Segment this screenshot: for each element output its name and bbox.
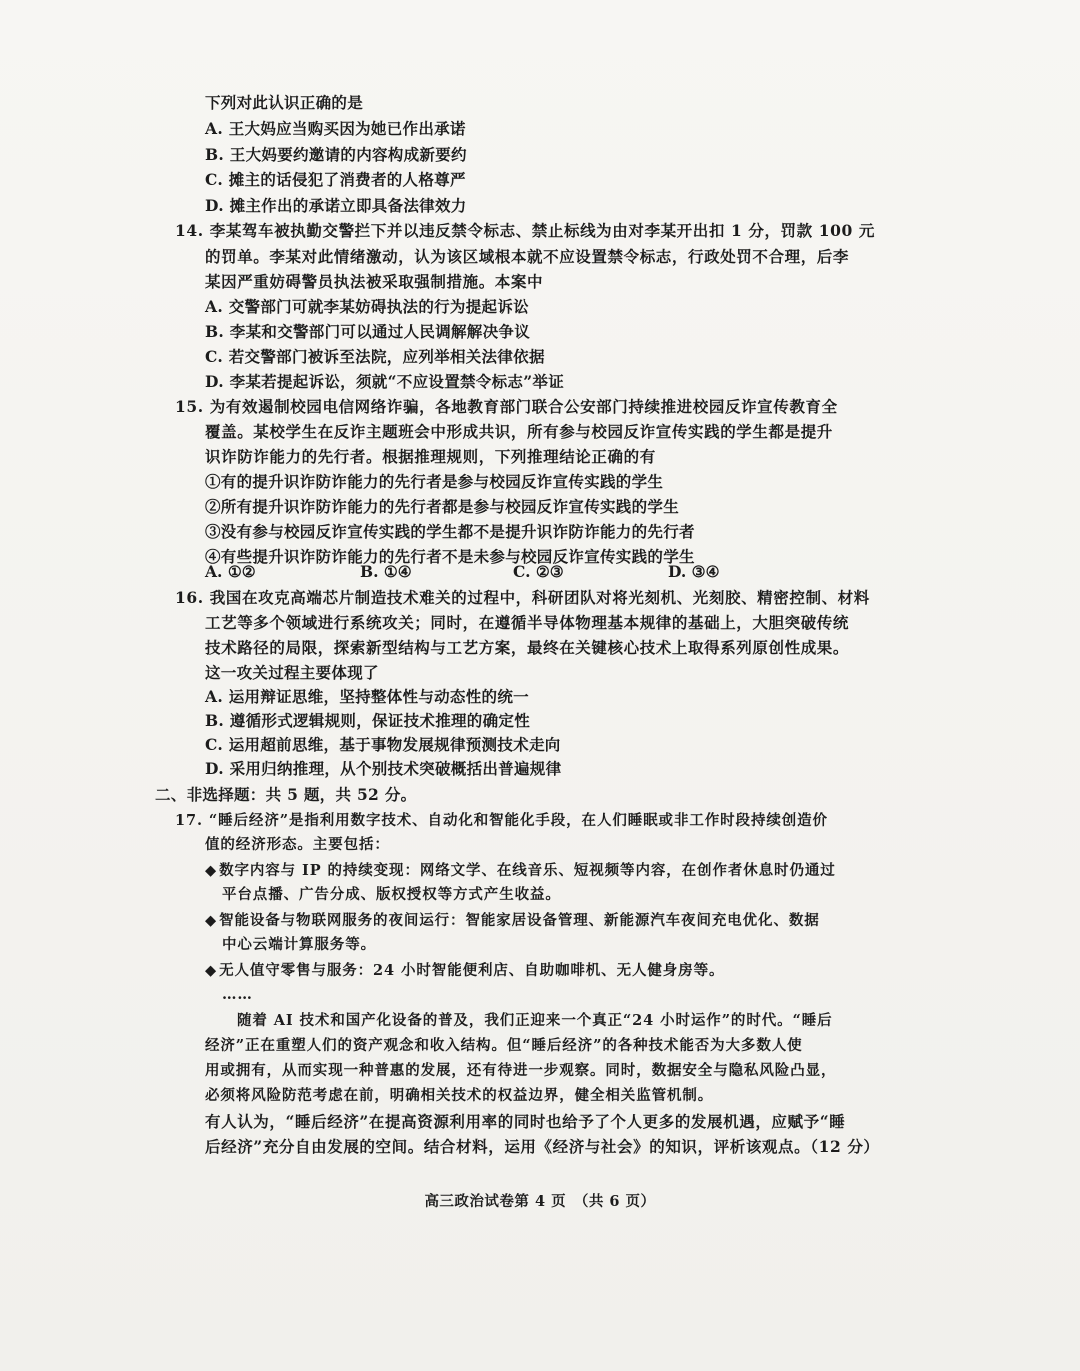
- section-2-heading: 二、非选择题：共 5 题，共 52 分。: [155, 785, 417, 804]
- q15-option-a: A. ①②: [205, 562, 256, 581]
- q15-option-b: B. ①④: [360, 562, 412, 581]
- q15-option-d: D. ③④: [668, 562, 720, 581]
- q13-option-a: A. 王大妈应当购买因为她已作出承诺: [205, 119, 466, 138]
- q14-option-c: C. 若交警部门被诉至法院，应列举相关法律依据: [205, 347, 545, 366]
- q16-stem-line-3: 技术路径的局限，探索新型结构与工艺方案，最终在关键核心技术上取得系列原创性成果。: [205, 638, 850, 657]
- q14-stem-line-2: 的罚单。李某对此情绪激动，认为该区域根本就不应设置禁令标志，行政处罚不合理，后李: [205, 247, 850, 266]
- q16-option-d: D. 采用归纳推理，从个别技术突破概括出普遍规律: [205, 759, 562, 778]
- q15-statement-2: ②所有提升识诈防诈能力的先行者都是参与校园反诈宣传实践的学生: [205, 497, 680, 516]
- diamond-bullet-icon: ◆: [205, 962, 218, 979]
- diamond-bullet-icon: ◆: [205, 862, 218, 879]
- q14-option-b: B. 李某和交警部门可以通过人民调解解决争议: [205, 322, 530, 341]
- q15-options-row: [205, 561, 765, 583]
- q17-paragraph-line-3: 用或拥有，从而实现一种普惠的发展，还有待进一步观察。同时，数据安全与隐私风险凸显，: [205, 1062, 837, 1079]
- q14-stem-line-1: 14. 李某驾车被执勤交警拦下并以违反禁令标志、禁止标线为由对李某开出扣 1 分，罚款 100 元: [175, 221, 875, 240]
- q17-task-line-2: 后经济”充分自由发展的空间。结合材料，运用《经济与社会》的知识，评析该观点。（12 分）: [205, 1137, 880, 1156]
- q16-stem-line-2: 工艺等多个领域进行系统攻关；同时，在遵循半导体物理基本规律的基础上，大胆突破传统: [205, 613, 850, 632]
- q13-option-d: D. 摊主作出的承诺立即具备法律效力: [205, 196, 467, 215]
- q14-option-a: A. 交警部门可就李某妨碍执法的行为提起诉讼: [205, 297, 529, 316]
- q17-bullet-1-line-2: 平台点播、广告分成、版权授权等方式产生收益。: [222, 886, 561, 903]
- q13-option-b: B. 王大妈要约邀请的内容构成新要约: [205, 145, 467, 164]
- q16-option-a: A. 运用辩证思维，坚持整体性与动态性的统一: [205, 687, 529, 706]
- q17-bullet-1-text: 数字内容与 IP 的持续变现：网络文学、在线音乐、短视频等内容，在创作者休息时仍通过: [219, 862, 836, 879]
- q17-bullet-3-text: 无人值守零售与服务：24 小时智能便利店、自助咖啡机、无人健身房等。: [219, 962, 725, 979]
- q17-paragraph-line-2: 经济”正在重塑人们的资产观念和收入结构。但“睡后经济”的各种技术能否为大多数人使: [205, 1037, 803, 1054]
- q17-paragraph-line-4: 必须将风险防范考虑在前，明确相关技术的权益边界，健全相关监管机制。: [205, 1087, 714, 1104]
- q15-option-c: C. ②③: [513, 562, 564, 581]
- q15-statement-4: ④有些提升识诈防诈能力的先行者不是未参与校园反诈宣传实践的学生: [205, 547, 695, 566]
- q17-ellipsis: ……: [222, 986, 253, 1003]
- q16-option-b: B. 遵循形式逻辑规则，保证技术推理的确定性: [205, 711, 530, 730]
- q15-stem-line-2: 覆盖。某校学生在反诈主题班会中形成共识，所有参与校园反诈宣传实践的学生都是提升: [205, 422, 833, 441]
- q17-bullet-2-text: 智能设备与物联网服务的夜间运行：智能家居设备管理、新能源汽车夜间充电优化、数据: [219, 912, 820, 929]
- q16-option-c: C. 运用超前思维，基于事物发展规律预测技术走向: [205, 735, 561, 754]
- diamond-bullet-icon: ◆: [205, 912, 218, 929]
- q15-statement-1: ①有的提升识诈防诈能力的先行者是参与校园反诈宣传实践的学生: [205, 472, 664, 491]
- q17-bullet-1-line-1: [205, 860, 836, 882]
- q16-stem-line-4: 这一攻关过程主要体现了: [205, 663, 379, 682]
- q17-task-line-1: 有人认为，“睡后经济”在提高资源利用率的同时也给予了个人更多的发展机遇，应赋予“睡: [205, 1112, 846, 1131]
- q17-intro-line-2: 值的经济形态。主要包括：: [205, 836, 390, 853]
- q15-stem-line-3: 识诈防诈能力的先行者。根据推理规则，下列推理结论正确的有: [205, 447, 656, 466]
- q13-option-c: C. 摊主的话侵犯了消费者的人格尊严: [205, 170, 466, 189]
- q15-statement-3: ③没有参与校园反诈宣传实践的学生都不是提升识诈防诈能力的先行者: [205, 522, 695, 541]
- q16-stem-line-1: 16. 我国在攻克高端芯片制造技术难关的过程中，科研团队对将光刻机、光刻胶、精密控制、材料: [175, 588, 870, 607]
- page-footer: 高三政治试卷第 4 页 （共 6 页）: [424, 1193, 656, 1210]
- q17-bullet-2-line-1: [205, 910, 820, 932]
- q14-option-d: D. 李某若提起诉讼，须就“不应设置禁令标志”举证: [205, 372, 565, 391]
- q14-stem-line-3: 某因严重妨碍警员执法被采取强制措施。本案中: [205, 272, 544, 291]
- q17-bullet-3-line-1: [205, 960, 724, 982]
- q17-intro-line-1: 17. “睡后经济”是指利用数字技术、自动化和智能化手段，在人们睡眠或非工作时段持续创造价: [175, 812, 828, 829]
- q17-paragraph-line-1: 随着 AI 技术和国产化设备的普及，我们正迎来一个真正“24 小时运作”的时代。“睡后: [237, 1012, 833, 1029]
- q15-stem-line-1: 15. 为有效遏制校园电信网络诈骗，各地教育部门联合公安部门持续推进校园反诈宣传教育全: [175, 397, 838, 416]
- q13-stem: 下列对此认识正确的是: [205, 93, 364, 112]
- q17-bullet-2-line-2: 中心云端计算服务等。: [222, 936, 376, 953]
